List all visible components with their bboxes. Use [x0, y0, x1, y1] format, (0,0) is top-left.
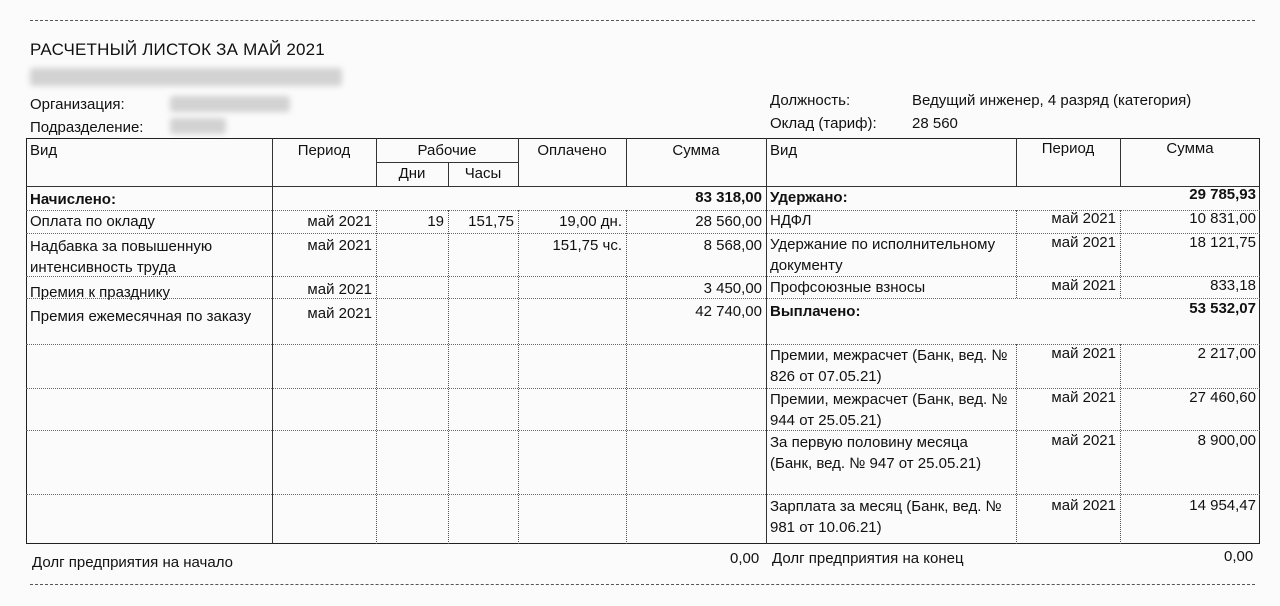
withheld-total: 29 785,93: [1189, 186, 1256, 203]
row-period: май 2021: [307, 281, 372, 298]
row-name: Профсоюзные взносы: [770, 279, 926, 296]
row-sum: 28 560,00: [695, 213, 762, 230]
row-sum: 18 121,75: [1189, 234, 1256, 251]
tear-line-bottom: [30, 584, 1255, 585]
col-header-days: Дни: [398, 165, 426, 182]
redacted-organization: [170, 96, 290, 112]
redacted-department: [170, 118, 226, 134]
redacted-employee-name: [30, 68, 342, 86]
row-name: За первую половину месяца (Банк, вед. № 947 от 25.05.21): [770, 434, 982, 472]
row-name: Премия к празднику: [30, 284, 171, 301]
debt-end-value: 0,00: [1224, 548, 1254, 565]
salary-label: Оклад (тариф):: [770, 115, 877, 132]
row-period: май 2021: [1051, 497, 1116, 514]
row-name: Премия ежемесячная по заказу: [30, 308, 252, 325]
paid-out-total: 53 532,07: [1189, 300, 1256, 317]
organization-label: Организация:: [30, 96, 125, 113]
row-sum: 2 217,00: [1197, 345, 1256, 362]
row-sum: 8 900,00: [1197, 432, 1256, 449]
row-period: май 2021: [1051, 432, 1116, 449]
row-name: Зарплата за месяц (Банк, вед. № 981 от 10.06.21): [770, 498, 1002, 536]
col-header-paid: Оплачено: [537, 142, 607, 159]
row-paid: 151,75 чс.: [552, 237, 622, 254]
col-header-period-right: Период: [1041, 140, 1095, 157]
position-value: Ведущий инженер, 4 разряд (категория): [912, 92, 1192, 109]
row-divider: [376, 162, 518, 163]
row-days: 19: [427, 213, 444, 230]
row-sum: 8 568,00: [703, 237, 762, 254]
row-divider: [26, 186, 1260, 187]
row-paid: 19,00 дн.: [559, 213, 622, 230]
accrued-label: Начислено:: [30, 191, 116, 208]
col-header-sum-right: Сумма: [1166, 140, 1214, 157]
row-sum: 833,18: [1210, 277, 1256, 294]
salary-value: 28 560: [912, 115, 958, 132]
paid-out-label: Выплачено:: [770, 303, 861, 320]
col-header-period: Период: [297, 142, 351, 159]
col-header-hours: Часы: [464, 165, 502, 182]
row-sum: 42 740,00: [695, 303, 762, 320]
row-sum: 14 954,47: [1189, 497, 1256, 514]
row-name: НДФЛ: [770, 212, 812, 229]
row-sum: 27 460,60: [1189, 389, 1256, 406]
row-name: Премии, межрасчет (Банк, вед. № 826 от 07.05.21): [770, 347, 1008, 385]
row-name: Премии, межрасчет (Банк, вед. № 944 от 25.05.21): [770, 391, 1008, 429]
row-period: май 2021: [1051, 234, 1116, 251]
row-period: май 2021: [1051, 277, 1116, 294]
debt-end-label: Долг предприятия на конец: [772, 550, 964, 567]
row-period: май 2021: [307, 237, 372, 254]
row-period: май 2021: [1051, 345, 1116, 362]
col-header-vid: Вид: [30, 142, 58, 159]
row-period: май 2021: [307, 213, 372, 230]
col-divider: [272, 138, 273, 544]
tear-line-top: [30, 20, 1255, 21]
accrued-total: 83 318,00: [695, 189, 762, 206]
withheld-label: Удержано:: [770, 189, 848, 206]
document-title: РАСЧЕТНЫЙ ЛИСТОК ЗА МАЙ 2021: [30, 40, 325, 59]
row-period: май 2021: [1051, 210, 1116, 227]
row-period: май 2021: [307, 305, 372, 322]
debt-start-value: 0,00: [730, 550, 760, 567]
col-header-sum: Сумма: [672, 142, 720, 159]
row-period: май 2021: [1051, 389, 1116, 406]
row-name: Надбавка за повышенную интенсивность труда: [30, 238, 213, 276]
position-label: Должность:: [770, 92, 851, 109]
col-header-vid-right: Вид: [770, 142, 798, 159]
row-sum: 10 831,00: [1189, 210, 1256, 227]
debt-start-label: Долг предприятия на начало: [32, 554, 233, 571]
col-divider: [766, 138, 767, 544]
row-hours: 151,75: [468, 213, 514, 230]
row-divider: [26, 494, 1260, 495]
row-sum: 3 450,00: [703, 280, 762, 297]
department-label: Подразделение:: [30, 119, 144, 136]
row-name: Удержание по исполнительному документу: [770, 236, 996, 274]
col-header-workers: Рабочие: [417, 142, 477, 159]
row-name: Оплата по окладу: [30, 213, 155, 230]
